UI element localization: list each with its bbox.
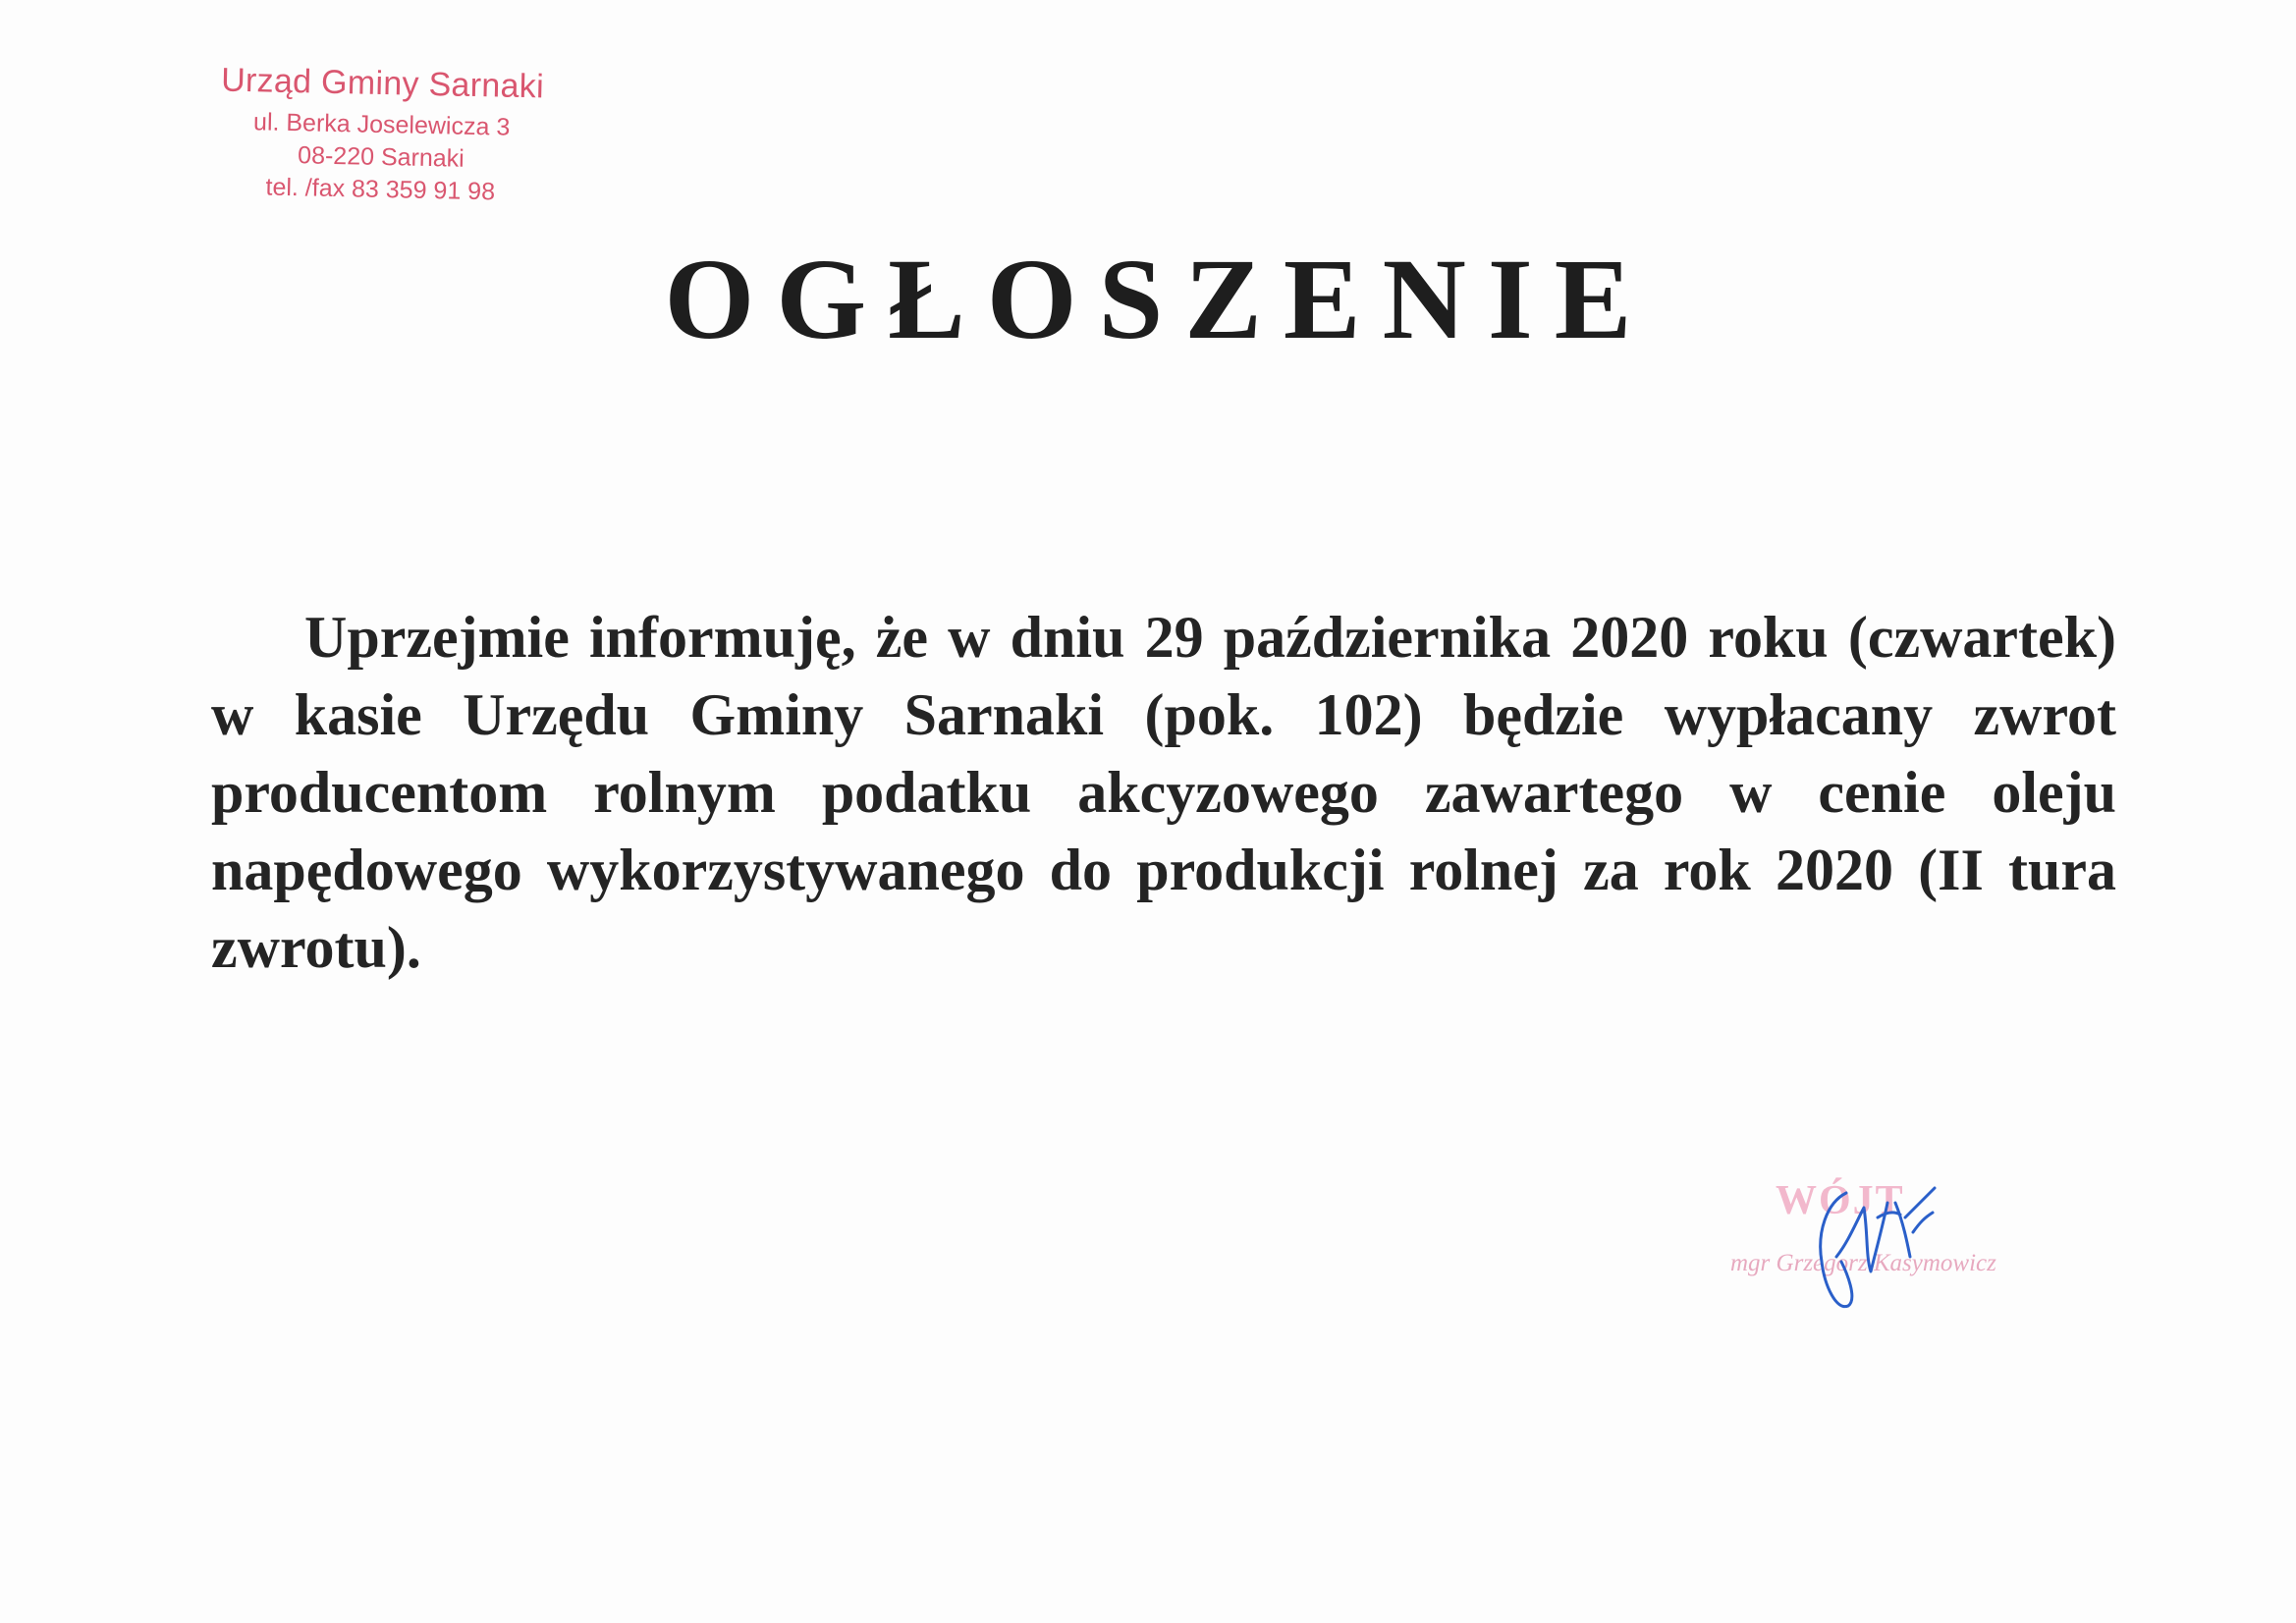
signature-role: WÓJT bbox=[1776, 1178, 1905, 1223]
office-phone: tel. /fax 83 359 91 98 bbox=[265, 173, 496, 206]
handwritten-signature bbox=[1787, 1163, 1944, 1330]
signature-name: mgr Grzegorz Kasymowicz bbox=[1730, 1250, 1996, 1276]
announcement-text: Uprzejmie informuję, że w dniu 29 października 2020 roku (czwartek) w kasie Urzędu Gminy Sarnaki (pok. 102) będzie wypłacany zwrot producentom rolnym podatku akcyzowego zawartego w cenie oleju napędowego wykorzystywanego do produkcji rolnej za rok 2020 (II tura zwrotu). bbox=[211, 605, 2116, 980]
office-name: Urząd Gminy Sarnaki bbox=[220, 61, 545, 106]
letterhead-stamp bbox=[193, 61, 570, 210]
signature-stamp bbox=[1669, 1163, 2023, 1330]
page-title: OGŁOSZENIE bbox=[664, 235, 1654, 363]
office-street: ul. Berka Joselewicza 3 bbox=[252, 108, 511, 141]
office-postal: 08-220 Sarnaki bbox=[297, 141, 465, 173]
